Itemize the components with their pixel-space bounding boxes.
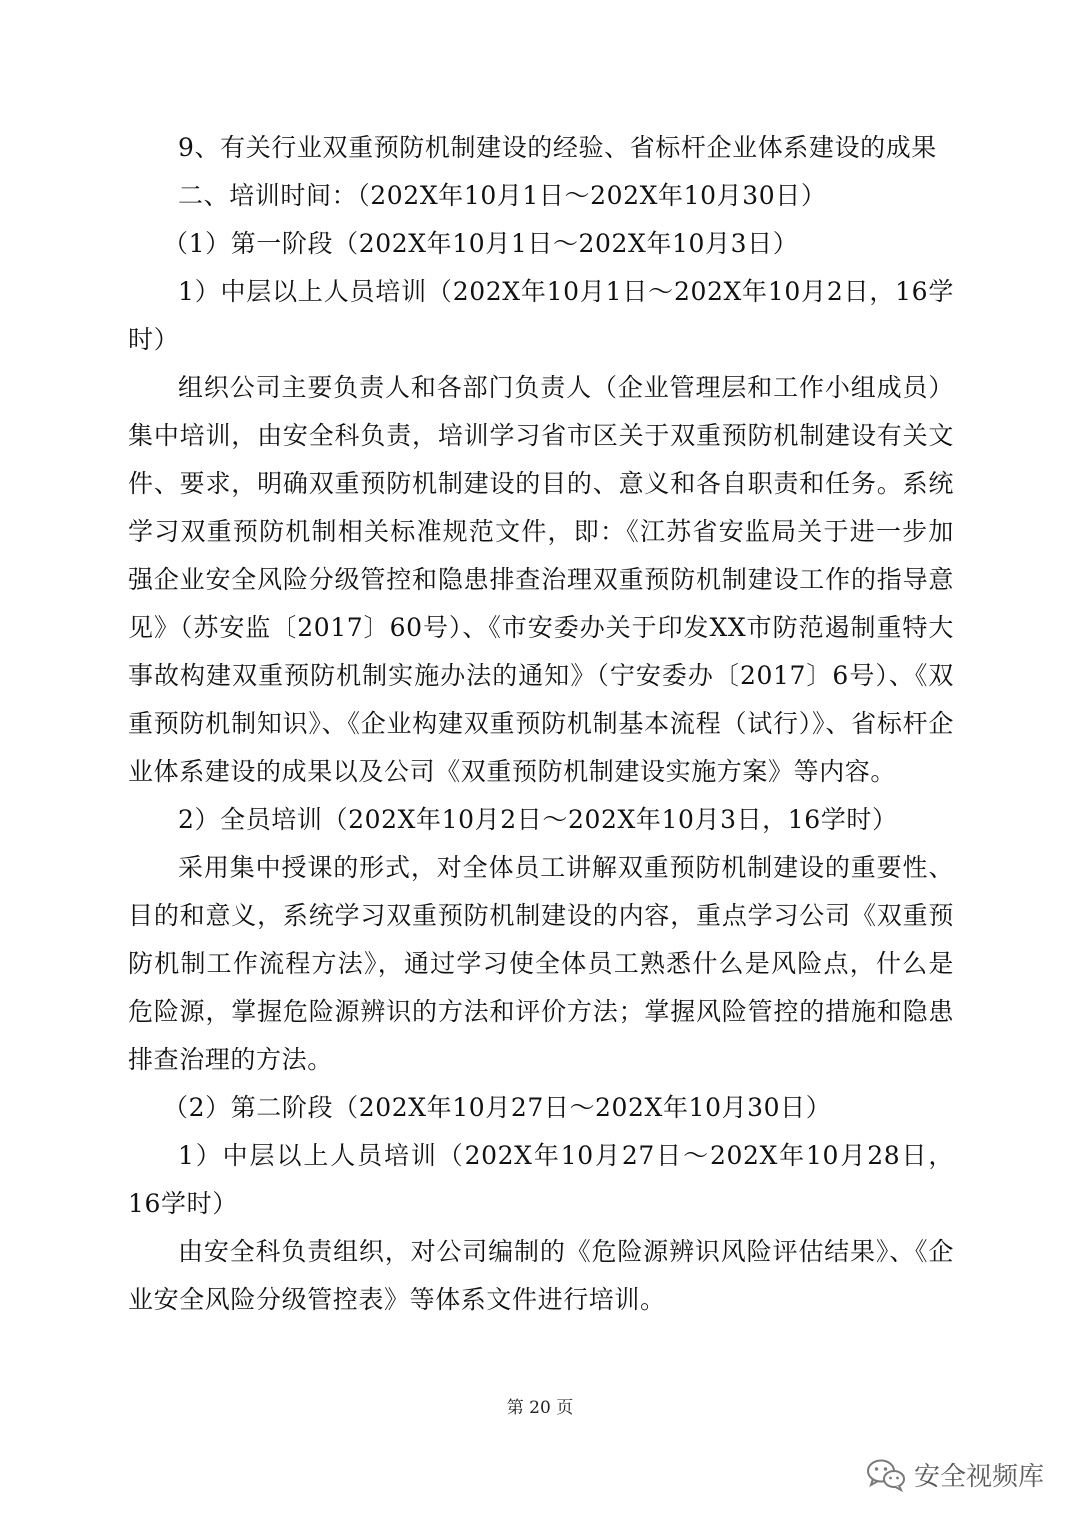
page-number: 第 20 页 bbox=[506, 1398, 574, 1418]
paragraph-management-training-2: 由安全科负责组织，对公司编制的《危险源辨识风险评估结果》、《企业安全风险分级管控表》等体系文件进行培训。 bbox=[128, 1237, 954, 1314]
section-heading-training-time: 二、培训时间：（202X年10月1日～202X年10月30日） bbox=[178, 181, 827, 210]
document-body bbox=[128, 124, 954, 1324]
watermark bbox=[866, 1456, 1044, 1493]
list-item-9: 9、有关行业双重预防机制建设的经验、省标杆企业体系建设的成果 bbox=[178, 133, 937, 162]
paragraph-all-staff-training: 采用集中授课的形式，对全体员工讲解双重预防机制建设的重要性、目的和意义，系统学习双重预防机制建设的内容，重点学习公司《双重预防机制工作流程方法》，通过学习使全体员工熟悉什么是风险点，什么是危险源，掌握危险源辨识的方法和评价方法；掌握风险管控的措施和隐患排查治理的方法。 bbox=[128, 853, 954, 1074]
subheading-management-training-1: 1）中层以上人员培训（202X年10月1日～202X年10月2日，16学时） bbox=[128, 277, 954, 354]
paragraph-management-training-1: 组织公司主要负责人和各部门负责人（企业管理层和工作小组成员）集中培训，由安全科负责，培训学习省市区关于双重预防机制建设有关文件、要求，明确双重预防机制建设的目的、意义和各自职责和任务。系统学习双重预防机制相关标准规范文件，即：《江苏省安监局关于进一步加强企业安全风险分级管控和隐患排查治理双重预防机制建设工作的指导意见》（苏安监〔2017〕60号）、《市安委办关于印发XX市防范遏制重特大事故构建双重预防机制实施办法的通知》（宁安委办〔2017〕6号）、《双重预防机制知识》、《企业构建双重预防机制基本流程（试行）》、省标杆企业体系建设的成果以及公司《双重预防机制建设实施方案》等内容。 bbox=[128, 373, 954, 786]
subheading-all-staff-training: 2）全员培训（202X年10月2日～202X年10月3日，16学时） bbox=[178, 805, 898, 834]
subheading-management-training-2: 1）中层以上人员培训（202X年10月27日～202X年10月28日，16学时） bbox=[128, 1141, 954, 1218]
stage-heading-1: （1）第一阶段（202X年10月1日～202X年10月3日） bbox=[163, 229, 799, 258]
stage-heading-2: （2）第二阶段（202X年10月27日～202X年10月30日） bbox=[163, 1093, 832, 1122]
wechat-icon bbox=[866, 1458, 906, 1492]
watermark-text: 安全视频库 bbox=[913, 1462, 1044, 1492]
